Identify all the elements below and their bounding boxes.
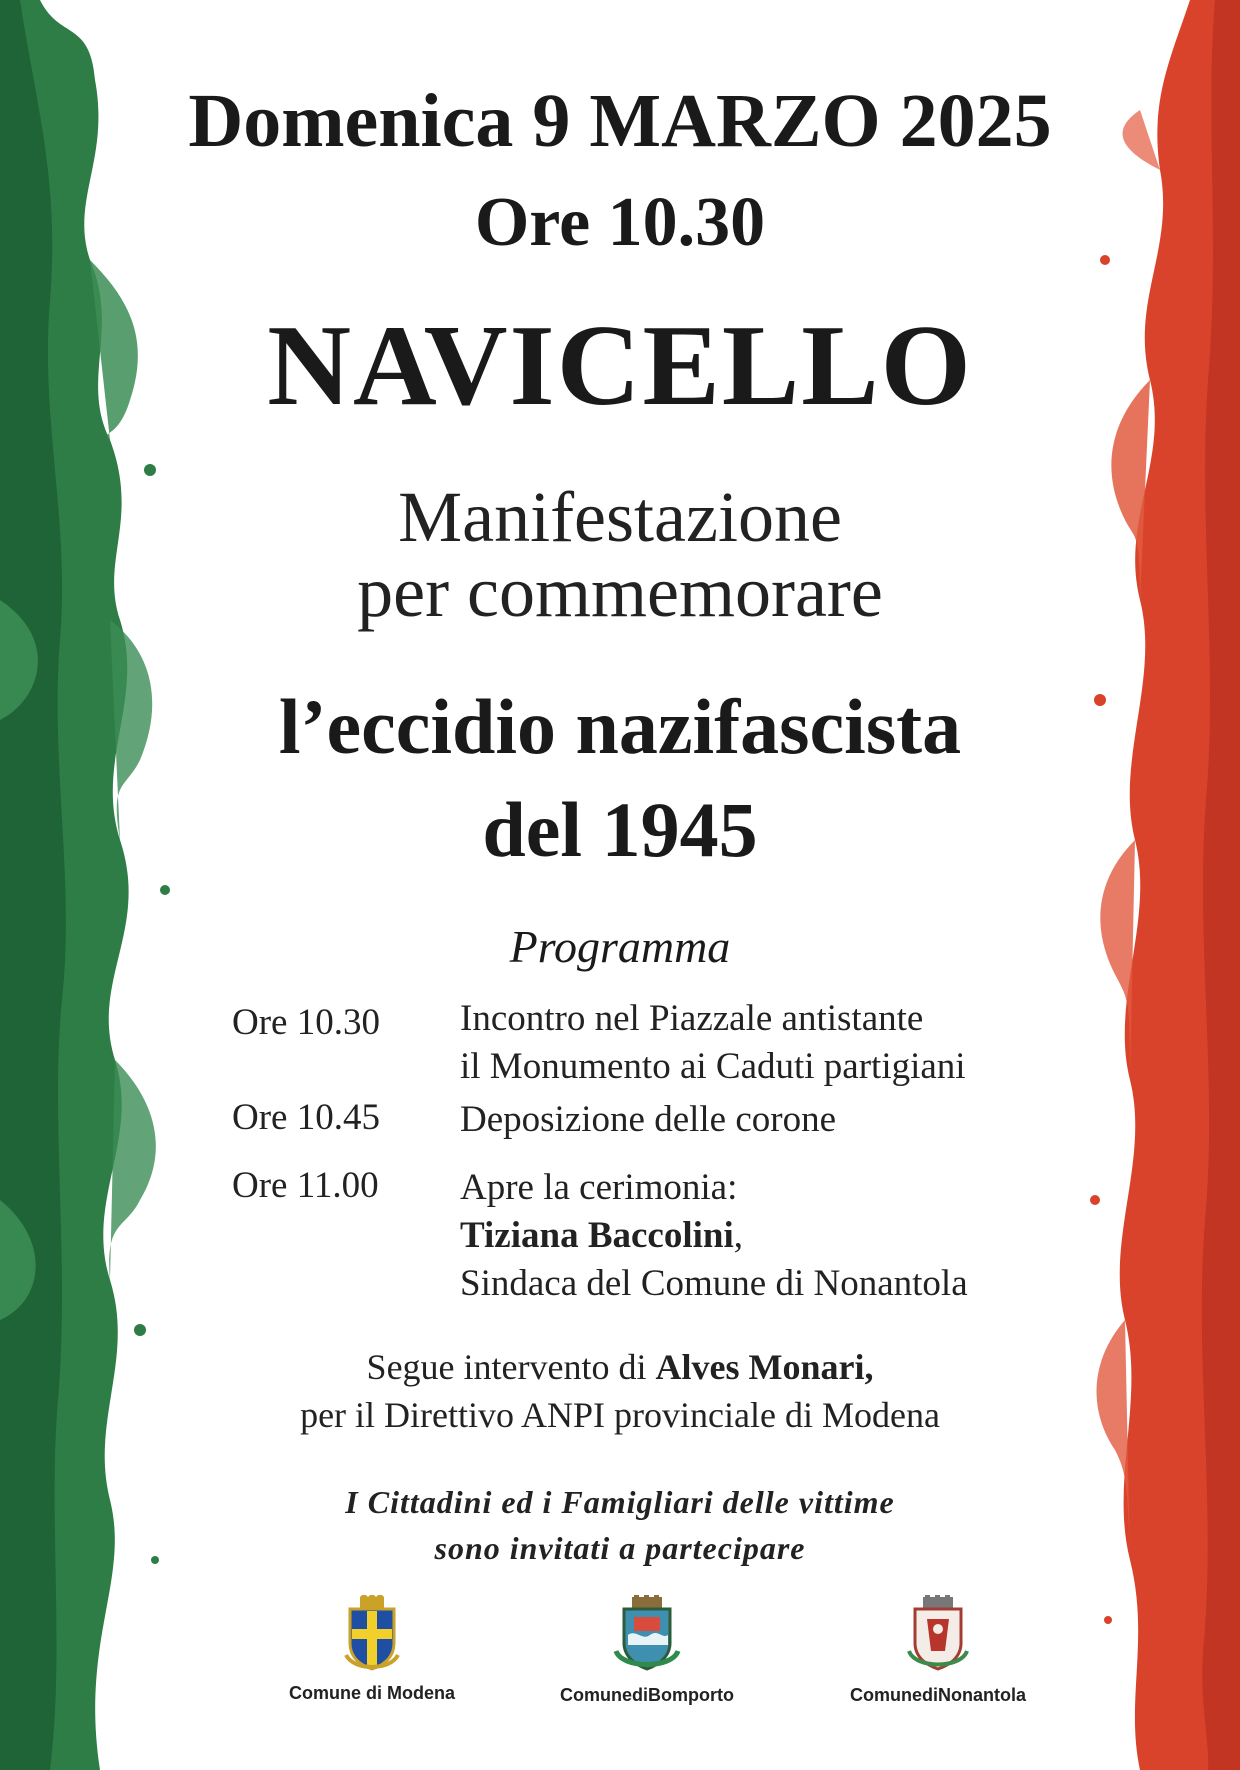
- programme-item-time: Ore 10.30: [232, 1002, 380, 1043]
- subtitle-line-2: per commemorare: [357, 552, 883, 632]
- logo-comune-nonantola: [828, 1595, 1048, 1706]
- programme-speaker-name: Tiziana Baccolini: [460, 1215, 734, 1256]
- event-place: NAVICELLO: [267, 302, 973, 430]
- programme-title: Programma: [509, 921, 731, 972]
- logo-label: ComunediNonantola: [850, 1685, 1026, 1705]
- event-title-line-1: l’eccidio nazifascista: [278, 683, 962, 770]
- bomporto-crest-icon: [612, 1595, 682, 1677]
- subtitle-line-1: Manifestazione: [398, 477, 842, 557]
- red-flag-stripe: [1080, 0, 1240, 1770]
- nonantola-crest-icon: [905, 1595, 971, 1677]
- programme-item-time: Ore 10.45: [232, 1097, 380, 1138]
- logo-comune-modena: [262, 1595, 482, 1704]
- invite-line-1: I Cittadini ed i Famigliari delle vittime: [345, 1484, 895, 1520]
- programme-item-line: Apre la cerimonia:: [460, 1167, 738, 1208]
- programme-item-description: [460, 1164, 968, 1308]
- programme-item-line: il Monumento ai Caduti partigiani: [460, 1046, 966, 1087]
- poster-content: [150, 0, 1090, 1770]
- logo-label: Comune di Modena: [289, 1683, 455, 1703]
- programme-speaker-line: [460, 1212, 968, 1260]
- follow-line-1: [150, 1346, 1090, 1388]
- programme-item-time: Ore 11.00: [232, 1165, 379, 1206]
- programme-speaker-suffix: ,: [733, 1215, 744, 1256]
- programme-item-line: Sindaca del Comune di Nonantola: [460, 1263, 968, 1304]
- event-time: Ore 10.30: [474, 184, 766, 261]
- logo-label: ComunediBomporto: [560, 1685, 734, 1705]
- logo-comune-bomporto: [537, 1595, 757, 1706]
- invite-line-2: sono invitati a partecipare: [434, 1530, 806, 1566]
- modena-crest-icon: [342, 1595, 402, 1675]
- programme-item-description: [460, 1096, 836, 1144]
- programme-item-line: Incontro nel Piazzale antistante: [460, 998, 924, 1039]
- event-date: Domenica 9 MARZO 2025: [188, 79, 1052, 163]
- programme-item-line: Deposizione delle corone: [460, 1099, 837, 1140]
- programme-item-description: [460, 995, 966, 1091]
- follow-prefix: Segue intervento di: [366, 1347, 656, 1387]
- event-title-line-2: del 1945: [482, 786, 758, 873]
- follow-speaker-name: Alves Monari,: [655, 1347, 874, 1387]
- follow-line-2: per il Direttivo ANPI provinciale di Modena: [300, 1395, 940, 1435]
